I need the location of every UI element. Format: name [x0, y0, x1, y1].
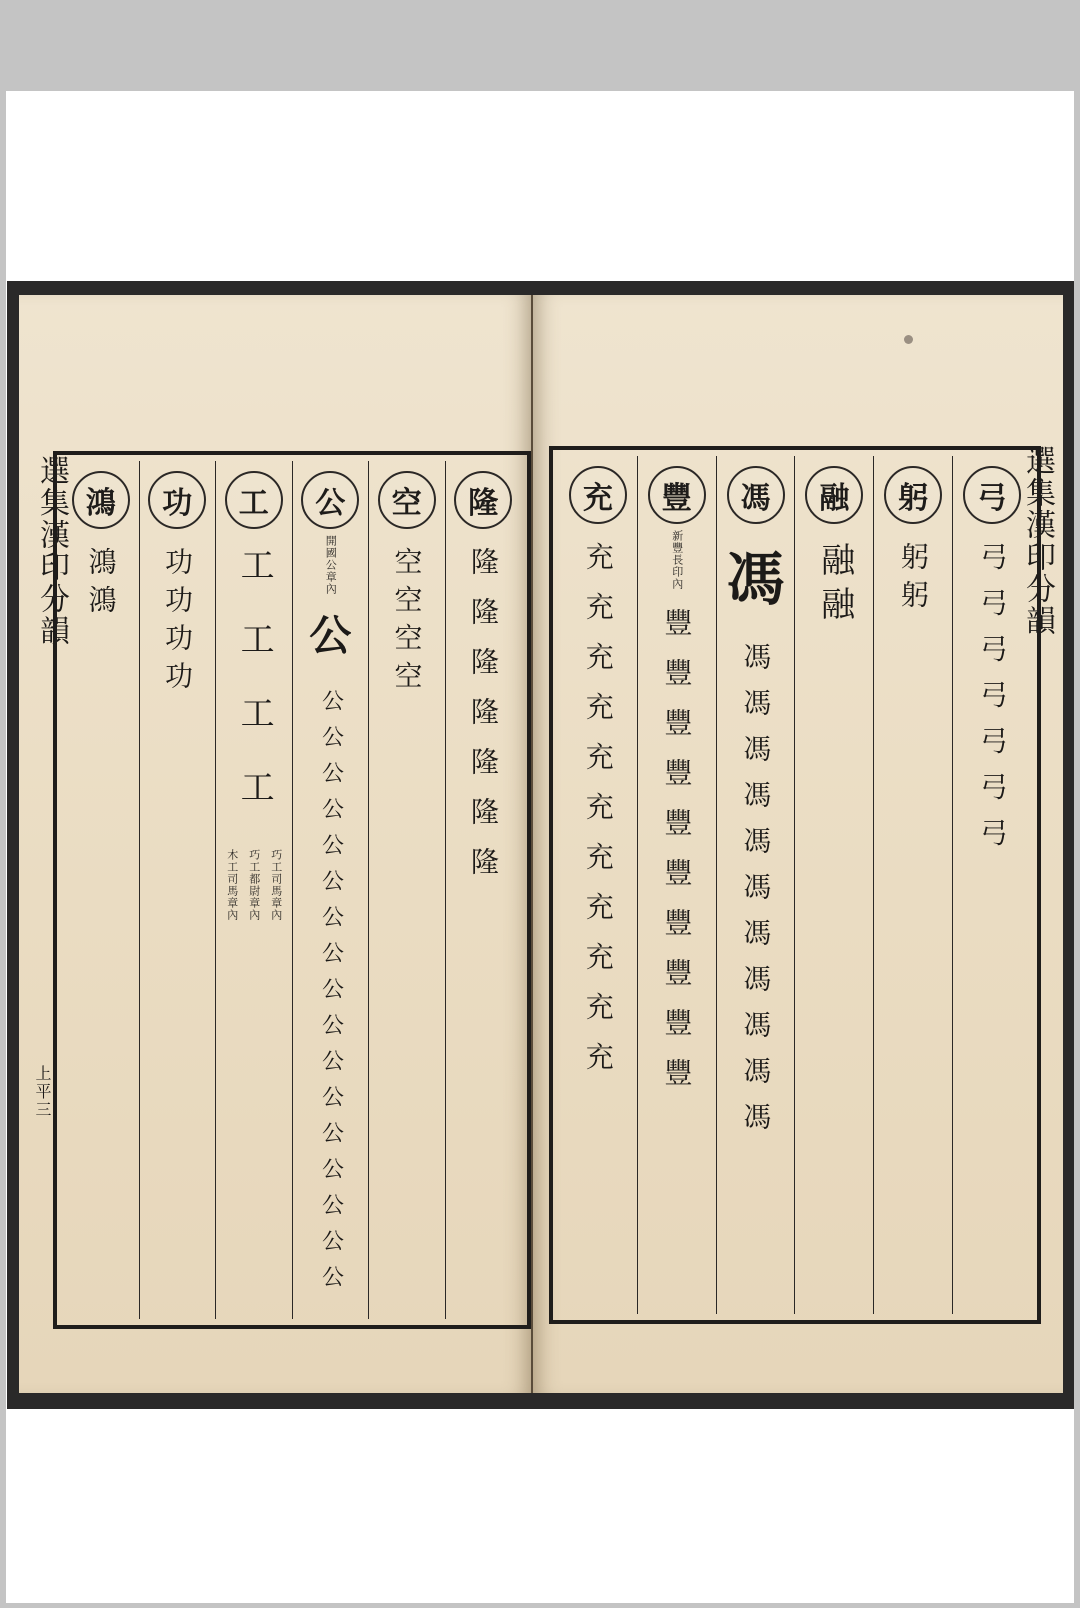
left-frame — [53, 451, 531, 1329]
head-character: 隆 — [454, 471, 512, 529]
column-gong-public — [292, 461, 369, 1319]
seal-forms: 空空空空 — [390, 547, 424, 699]
column-chong — [559, 456, 637, 1314]
head-character: 躬 — [884, 466, 942, 524]
column-long — [445, 461, 522, 1319]
head-character: 工 — [225, 471, 283, 529]
column-hong — [63, 461, 139, 1319]
seal-forms: 公公公公公公公公公公公公公公公公公 — [318, 689, 344, 1301]
head-character: 鴻 — [72, 471, 130, 529]
column-rong — [794, 456, 873, 1314]
annotation: 木工司馬章內 — [225, 849, 239, 921]
seal-forms: 躬躬 — [897, 542, 931, 618]
left-columns — [63, 461, 521, 1319]
annotation: 巧工司馬章內 — [269, 849, 283, 921]
annotation-group — [669, 530, 685, 590]
seal-forms: 隆隆隆隆隆隆隆 — [467, 547, 501, 897]
column-gong-body — [873, 456, 952, 1314]
seal-forms: 功功功功 — [161, 547, 195, 699]
annotation: 巧工都尉章內 — [247, 849, 261, 921]
head-character: 弓 — [963, 466, 1021, 524]
right-page — [533, 295, 1063, 1393]
seal-forms: 融融 — [814, 542, 855, 630]
column-feng-surname — [716, 456, 795, 1314]
seal-forms: 充充充充充充充充充充充 — [581, 542, 615, 1092]
paper-spot — [904, 335, 913, 344]
seal-forms: 馮馮馮馮馮馮馮馮馮馮馮 — [739, 642, 773, 1148]
column-gong-merit — [139, 461, 216, 1319]
column-feng-abundant — [637, 456, 716, 1314]
column-gong-work — [215, 461, 292, 1319]
head-character: 公 — [301, 471, 359, 529]
head-character: 豐 — [648, 466, 706, 524]
folio: 上平三 — [33, 1065, 52, 1119]
left-page — [19, 295, 531, 1393]
seal-forms: 鴻鴻 — [84, 547, 118, 623]
annotation: 開國公章內 — [324, 535, 338, 595]
head-character: 功 — [148, 471, 206, 529]
large-seal-form: 馮 — [726, 545, 785, 613]
column-gong-bow — [952, 456, 1031, 1314]
annotation-group — [322, 535, 338, 595]
book-photo — [7, 281, 1074, 1409]
annotation-group — [224, 849, 284, 921]
right-page-title: 選集漢印分韻 — [1020, 445, 1055, 637]
head-character: 融 — [805, 466, 863, 524]
head-character: 充 — [569, 466, 627, 524]
large-seal-form: 公 — [309, 611, 352, 660]
head-character: 空 — [378, 471, 436, 529]
seal-forms: 弓弓弓弓弓弓弓 — [975, 542, 1009, 864]
annotation: 新豐長印內 — [670, 530, 684, 590]
seal-forms: 豐豐豐豐豐豐豐豐豐豐 — [660, 608, 694, 1108]
right-frame — [549, 446, 1041, 1324]
head-character: 馮 — [727, 466, 785, 524]
seal-forms: 工工工工 — [234, 547, 275, 843]
column-kong — [368, 461, 445, 1319]
right-columns — [559, 456, 1031, 1314]
left-page-title: 選集漢印分韻 — [34, 455, 69, 647]
